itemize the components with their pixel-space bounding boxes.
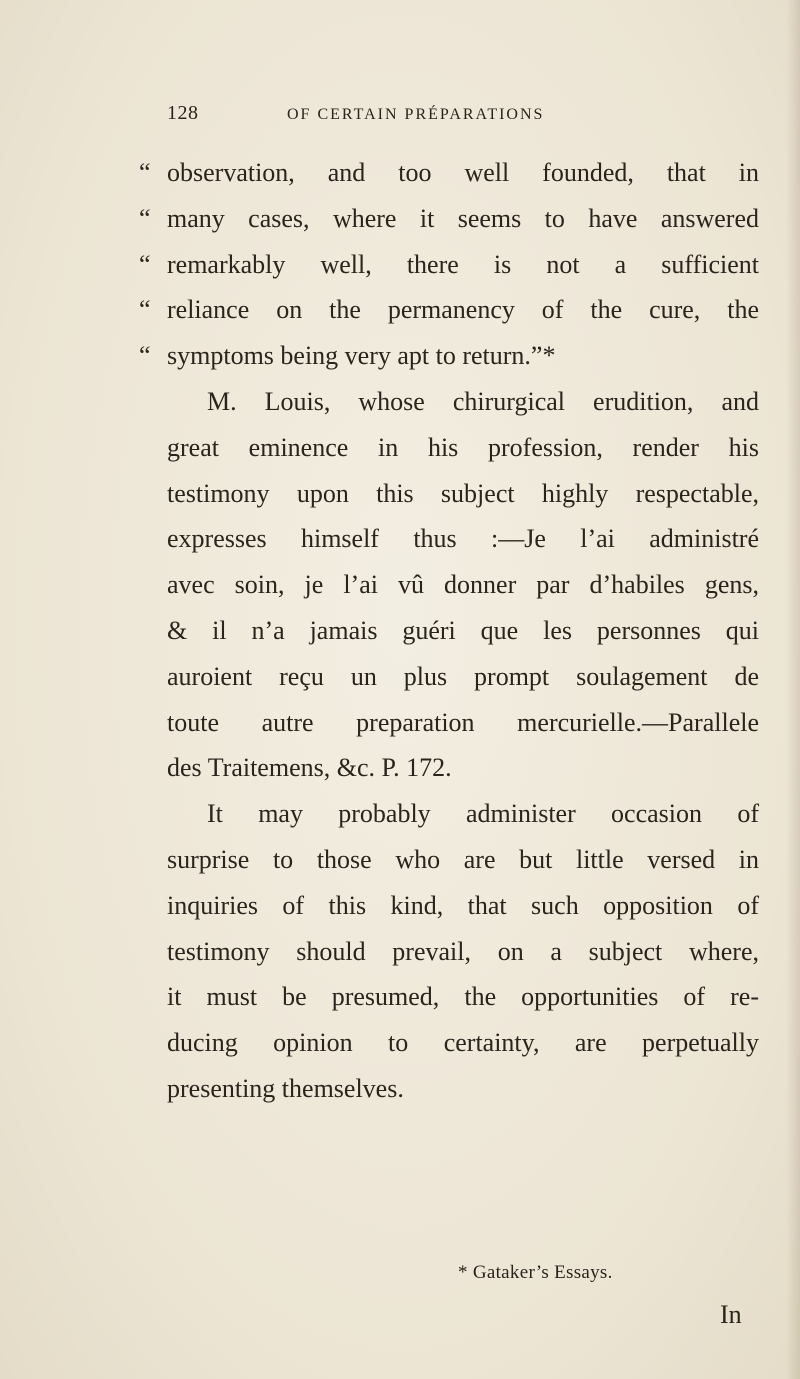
line-text: many cases, where it seems to have answered (167, 203, 759, 233)
text-line (167, 700, 759, 746)
quote-mark: “ (139, 249, 151, 279)
page-header (167, 102, 607, 132)
text-line (139, 287, 759, 333)
running-head: OF CERTAIN PRÉPARATIONS (287, 106, 545, 123)
paragraph-start-line (167, 379, 759, 425)
text-line (167, 1066, 759, 1112)
text-line (139, 333, 759, 379)
catchword: In (720, 1300, 742, 1329)
quote-mark: “ (139, 158, 151, 187)
text-line (167, 745, 759, 791)
text-line (167, 425, 759, 471)
line-text: great eminence in his profession, render his (167, 432, 759, 462)
line-text: expresses himself thus :—Je l’ai administré (167, 524, 759, 554)
text-line (139, 196, 759, 242)
quote-mark: “ (139, 341, 151, 371)
text-line (167, 471, 759, 517)
line-text: testimony upon this subject highly respectable, (167, 478, 759, 508)
text-line (167, 1020, 759, 1066)
line-text: symptoms being very apt to return.”* (167, 341, 556, 371)
line-text: auroient reçu un plus prompt soulagement de (167, 661, 759, 691)
text-line (167, 516, 759, 562)
line-text: remarkably well, there is not a sufficient (167, 249, 759, 279)
text-line (167, 883, 759, 929)
line-text: reliance on the permanency of the cure, the (167, 295, 759, 325)
line-text: presenting themselves. (167, 1073, 404, 1103)
paragraph-start-line (167, 791, 759, 837)
line-text: It may probably administer occasion of (207, 799, 759, 829)
text-line (139, 242, 759, 288)
body-text (139, 150, 759, 1112)
footnote: * Gataker’s Essays. (458, 1262, 613, 1283)
text-line (167, 929, 759, 975)
quote-mark: “ (139, 295, 151, 325)
line-text: ducing opinion to certainty, are perpetually (167, 1028, 759, 1058)
quote-mark: “ (139, 203, 151, 233)
line-text: & il n’a jamais guéri que les personnes qui (167, 615, 759, 645)
line-text: surprise to those who are but little versed in (167, 844, 759, 874)
text-line (167, 608, 759, 654)
text-line (167, 837, 759, 883)
line-text: toute autre preparation mercurielle.—Parallele (167, 707, 759, 737)
line-text: des Traitemens, &c. P. 172. (167, 753, 452, 783)
line-text: M. Louis, whose chirurgical erudition, and (207, 386, 759, 416)
text-line (139, 150, 759, 196)
line-text: testimony should prevail, on a subject where, (167, 936, 759, 966)
line-text: inquiries of this kind, that such opposition of (167, 890, 759, 920)
text-line (167, 562, 759, 608)
text-line (167, 974, 759, 1020)
line-text: it must be presumed, the opportunities of re- (167, 982, 759, 1012)
line-text: avec soin, je l’ai vû donner par d’habiles gens, (167, 570, 759, 600)
page-edge-shadow (786, 0, 800, 1379)
page-number: 128 (167, 102, 199, 124)
line-text: observation, and too well founded, that in (167, 158, 759, 187)
text-line (167, 654, 759, 700)
